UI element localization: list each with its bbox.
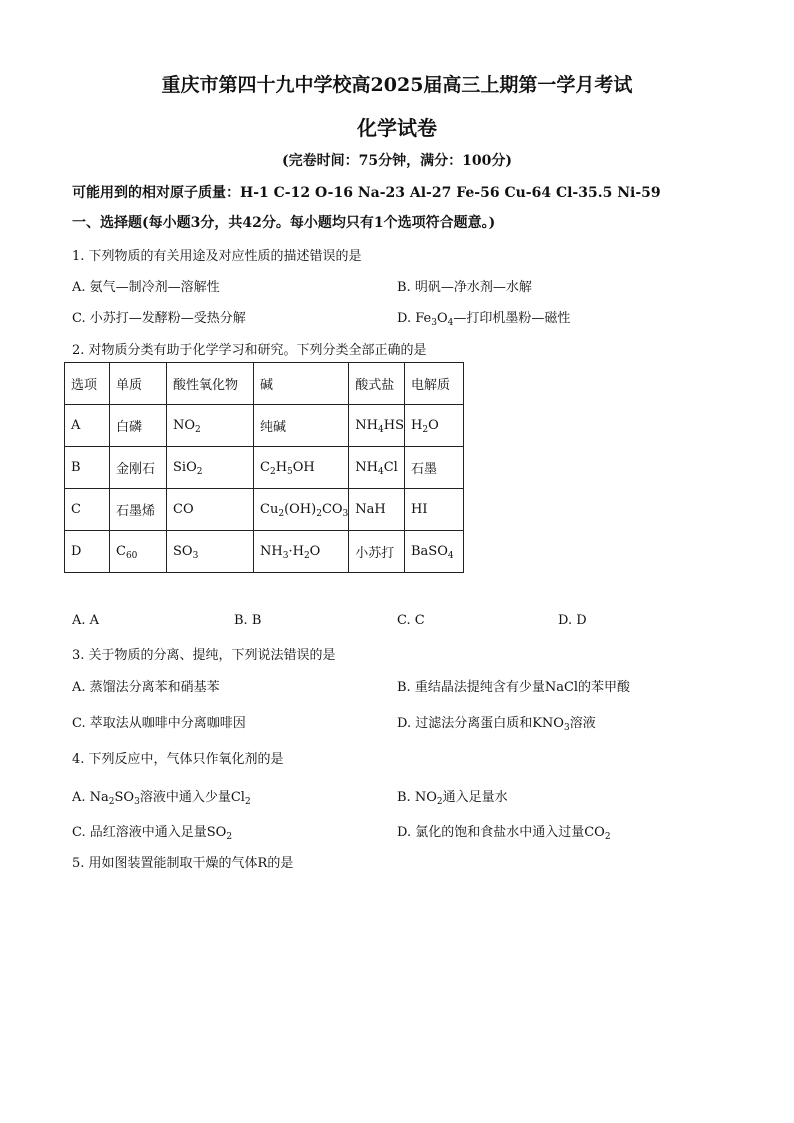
table-header-cell: 碱 (254, 363, 349, 405)
table-cell: NaH (349, 489, 405, 531)
table-row (65, 489, 464, 531)
table-row (65, 447, 464, 489)
table-cell: BaSO$_4$ (404, 531, 463, 573)
table-header-cell: 酸式盐 (349, 363, 405, 405)
q1-option-d: D. $Fe_3O_4—$打印机墨粉—磁性 (397, 311, 571, 328)
atomic-masses: 可能用到的相对原子质量：H-1 C-12 O-16 Na-23 Al-27 Fe-56 Cu-64 Cl-35.5 Ni-59 (72, 185, 661, 201)
exam-info: (完卷时间：75分钟，满分：100分) (282, 153, 512, 169)
table-cell: B (65, 447, 110, 489)
exam-title: 重庆市第四十九中学校高2025届高三上期第一学月考试 (161, 74, 633, 96)
table-row (65, 531, 464, 573)
table-cell: $C_2H_5OH$ (254, 447, 349, 489)
table-cell: $Cu_2(OH)_2CO_3$ (254, 489, 349, 531)
table-cell: 石墨烯 (110, 489, 167, 531)
q1-option-c: C. 小苏打—发酵粉—受热分解 (72, 311, 246, 326)
q5-stem: 5. 用如图装置能制取干燥的气体R的是 (72, 856, 294, 871)
q2-answer-c: C. C (397, 613, 425, 628)
table-cell: 石墨 (404, 447, 463, 489)
table-row (65, 405, 464, 447)
q2-stem: 2. 对物质分类有助于化学学习和研究。下列分类全部正确的是 (72, 343, 427, 358)
table-header-cell: 选项 (65, 363, 110, 405)
table-header-cell: 电解质 (404, 363, 463, 405)
q3-option-a: A. 蒸馏法分离苯和硝基苯 (72, 680, 220, 695)
q3-option-b: B. 重结晶法提纯含有少量NaCl的苯甲酸 (397, 680, 631, 695)
table-cell: SiO$_2$ (167, 447, 254, 489)
q4-stem: 4. 下列反应中，气体只作氧化剂的是 (72, 752, 284, 767)
classification-table (64, 362, 464, 573)
table-cell: $H_2O$ (404, 405, 463, 447)
q3-stem: 3. 关于物质的分离、提纯，下列说法错误的是 (72, 648, 336, 663)
table-header-cell: 酸性氧化物 (167, 363, 254, 405)
table-cell: $SO_3$ (167, 531, 254, 573)
table-cell: 金刚石 (110, 447, 167, 489)
table-cell: CO (167, 489, 254, 531)
table-cell: 小苏打 (349, 531, 405, 573)
table-cell: 白磷 (110, 405, 167, 447)
q1-stem: 1. 下列物质的有关用途及对应性质的描述错误的是 (72, 249, 362, 264)
table-cell: D (65, 531, 110, 573)
table-cell: $NO_2$ (167, 405, 254, 447)
table-cell: $NH_3\cdot H_2O$ (254, 531, 349, 573)
paper-subtitle: 化学试卷 (357, 116, 437, 140)
q4-option-d: D. 氯化的饱和食盐水中通入过量$CO_2$ (397, 825, 611, 842)
q2-answer-a: A. A (72, 613, 100, 628)
table-header-row (65, 363, 464, 405)
q4-option-a: A. $Na_2SO_3$溶液中通入少量$Cl_2$ (72, 790, 251, 807)
table-cell: A (65, 405, 110, 447)
q1-option-b: B. 明矾—净水剂—水解 (397, 280, 532, 295)
table-cell: $NH_4Cl$ (349, 447, 405, 489)
table-cell: $C_{60}$ (110, 531, 167, 573)
q2-answer-b: B. B (234, 613, 262, 628)
q4-option-b: B. $NO_2$通入足量水 (397, 790, 508, 807)
q3-option-d: D. 过滤法分离蛋白质和$KNO_3$溶液 (397, 716, 596, 733)
table-cell: C (65, 489, 110, 531)
table-cell: HI (404, 489, 463, 531)
table-header-cell: 单质 (110, 363, 167, 405)
table-cell: $NH_4HS$ (349, 405, 405, 447)
table-cell: 纯碱 (254, 405, 349, 447)
q4-option-c: C. 品红溶液中通入足量$SO_2$ (72, 825, 233, 842)
q2-answer-d: D. D (558, 613, 587, 628)
section-heading: 一、选择题(每小题3分，共42分。每小题均只有1个选项符合题意。) (72, 215, 496, 231)
q1-option-a: A. 氨气—制冷剂—溶解性 (72, 280, 220, 295)
q3-option-c: C. 萃取法从咖啡中分离咖啡因 (72, 716, 246, 731)
